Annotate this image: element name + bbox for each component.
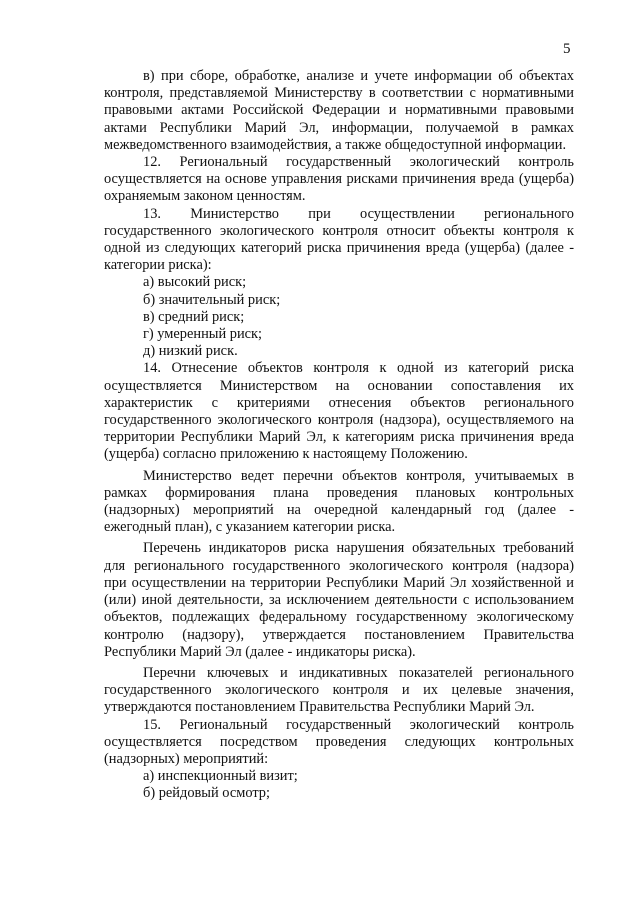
list-item-risk-low: д) низкий риск. [143, 343, 238, 360]
paragraph-14: 14. Отнесение объектов контроля к одной из категорий риска осуществляется Министерством на основании сопоставления их характеристик с критериями отнесения объектов регионального государственного экологического контроля (надзора), осуществляемого на территории Республики Марий Эл, к категориям риска причинения вреда (ущерба) согласно приложению к настоящему Положению. [104, 360, 574, 463]
page-number: 5 [563, 41, 571, 57]
paragraph-risk-indicators: Перечень индикаторов риска нарушения обязательных требований для регионального государственного экологического контроля (надзора) при осуществлении на территории Республики Марий Эл хозяйственной и (или) иной деятельности, за исключением деятельности с использованием объектов, подлежащих федеральному государственному экологическому контролю (надзору), утверждается постановлением Правительства Республики Марий Эл (далее - индикаторы риска). [104, 540, 574, 660]
paragraph-12: 12. Региональный государственный экологический контроль осуществляется на основе управления рисками причинения вреда (ущерба) охраняемым законом ценностям. [104, 154, 574, 205]
list-item-risk-high: а) высокий риск; [143, 274, 247, 291]
list-item-raid-inspection: б) рейдовый осмотр; [143, 785, 270, 802]
paragraph-13: 13. Министерство при осуществлении регионального государственного экологического контроля относит объекты контроля к одной из следующих категорий риска причинения вреда (ущерба) (далее - категории риска): [104, 205, 574, 274]
list-item-risk-medium: в) средний риск; [143, 308, 245, 325]
list-item-risk-moderate: г) умеренный риск; [143, 326, 263, 343]
paragraph-11v: в) при сборе, обработке, анализе и учете информации об объектах контроля, представляемой Министерству в соответствии с нормативными правовыми актами Российской Федерации и нормативными правовыми актами Республики Марий Эл, информации, получаемой в рамках межведомственного взаимодействия, а также общедоступной информации. [104, 68, 574, 153]
paragraph-15: 15. Региональный государственный экологический контроль осуществляется посредством проведения следующих контрольных (надзорных) мероприятий: [104, 716, 574, 767]
document-body [104, 68, 574, 803]
paragraph-object-lists: Министерство ведет перечни объектов контроля, учитываемых в рамках формирования плана проведения плановых контрольных (надзорных) мероприятий на очередной календарный год (далее - ежегодный план), с указанием категории риска. [104, 467, 574, 536]
paragraph-key-indicators: Перечни ключевых и индикативных показателей регионального государственного экологического контроля и их целевые значения, утверждаются постановлением Правительства Республики Марий Эл. [104, 664, 574, 716]
list-item-risk-significant: б) значительный риск; [143, 291, 281, 308]
list-item-inspection-visit: а) инспекционный визит; [143, 768, 298, 785]
